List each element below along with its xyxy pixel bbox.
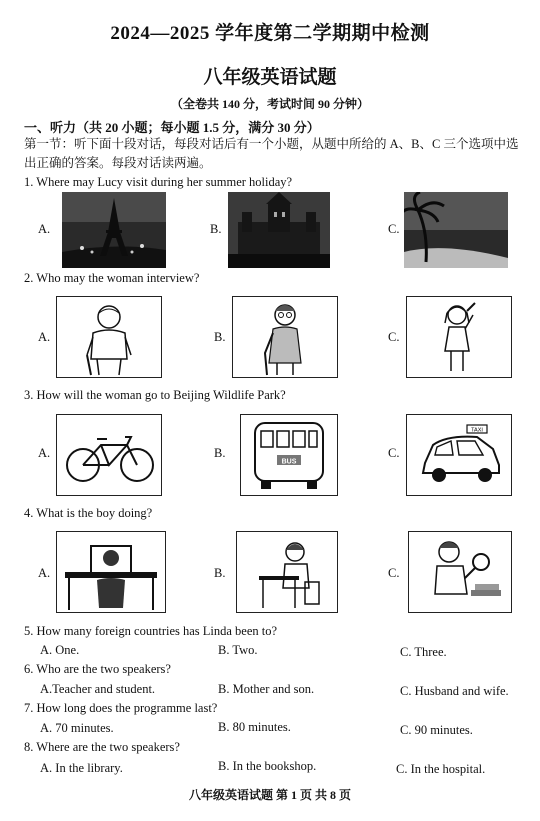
q3-option-b[interactable]: B. — [214, 446, 226, 460]
bus-sign-text: BUS — [281, 458, 297, 466]
question-4: 4. What is the boy doing? — [24, 506, 153, 520]
question-2: 2. Who may the woman interview? — [24, 271, 200, 285]
q2-option-c[interactable]: C. — [388, 330, 400, 344]
exam-subtitle: 八年级英语试题 — [203, 67, 337, 88]
q3-option-c[interactable]: C. — [388, 446, 400, 460]
old-woman-image — [232, 296, 338, 378]
boy-writing-image — [236, 531, 338, 613]
question-7: 7. How long does the programme last? — [24, 701, 218, 715]
bus-image — [240, 414, 338, 496]
eiffel-tower-photo — [62, 192, 166, 268]
q3-option-a[interactable]: A. — [38, 446, 51, 460]
q5-option-b[interactable]: B. Two. — [218, 643, 258, 657]
q8-option-b[interactable]: B. In the bookshop. — [218, 759, 317, 773]
question-5: 5. How many foreign countries has Linda been to? — [24, 624, 278, 638]
page-footer: 八年级英语试题 第 1 页 共 8 页 — [188, 788, 351, 802]
question-1: 1. Where may Lucy visit during her summer holiday? — [24, 175, 293, 189]
q4-option-b[interactable]: B. — [214, 566, 226, 580]
exam-note: （全卷共 140 分，考试时间 90 分钟） — [170, 97, 369, 111]
taxi-image — [406, 414, 512, 496]
q6-option-a[interactable]: A.Teacher and student. — [40, 682, 156, 696]
q8-option-c[interactable]: C. In the hospital. — [396, 762, 486, 776]
q2-option-a[interactable]: A. — [38, 330, 51, 344]
question-8: 8. Where are the two speakers? — [24, 740, 180, 754]
q8-option-a[interactable]: A. In the library. — [40, 761, 123, 775]
q2-option-b[interactable]: B. — [214, 330, 226, 344]
castle-photo — [228, 192, 330, 268]
q7-option-a[interactable]: A. 70 minutes. — [40, 721, 114, 735]
boy-with-magnifier-image — [408, 531, 512, 613]
q7-option-b[interactable]: B. 80 minutes. — [218, 720, 291, 734]
boy-at-computer-image — [56, 531, 166, 613]
old-man-image — [56, 296, 162, 378]
q4-option-c[interactable]: C. — [388, 566, 400, 580]
q4-option-a[interactable]: A. — [38, 566, 51, 580]
young-girl-image — [406, 296, 512, 378]
q1-option-a[interactable]: A. — [38, 222, 51, 236]
question-6: 6. Who are the two speakers? — [24, 662, 171, 676]
q7-option-c[interactable]: C. 90 minutes. — [400, 723, 473, 737]
bicycle-image — [56, 414, 162, 496]
q1-option-c[interactable]: C. — [388, 222, 400, 236]
q1-option-b[interactable]: B. — [210, 222, 222, 236]
q5-option-a[interactable]: A. One. — [40, 643, 80, 657]
taxi-sign-text: TAXI — [471, 427, 483, 434]
q5-option-c[interactable]: C. Three. — [400, 645, 447, 659]
beach-palm-photo — [404, 192, 508, 268]
question-3: 3. How will the woman go to Beijing Wildlife Park? — [24, 388, 286, 402]
section-heading: 一、听力（共 20 小题；每小题 1.5 分，满分 30 分） — [24, 120, 320, 135]
exam-title: 2024—2025 学年度第二学期期中检测 — [110, 23, 430, 44]
q6-option-c[interactable]: C. Husband and wife. — [400, 684, 509, 698]
section-instructions: 第一节：听下面十段对话，每段对话后有一个小题，从题中所给的 A、B、C 三个选项中选出正确的答案。每段对话读两遍。 — [24, 137, 519, 170]
q6-option-b[interactable]: B. Mother and son. — [218, 682, 315, 696]
